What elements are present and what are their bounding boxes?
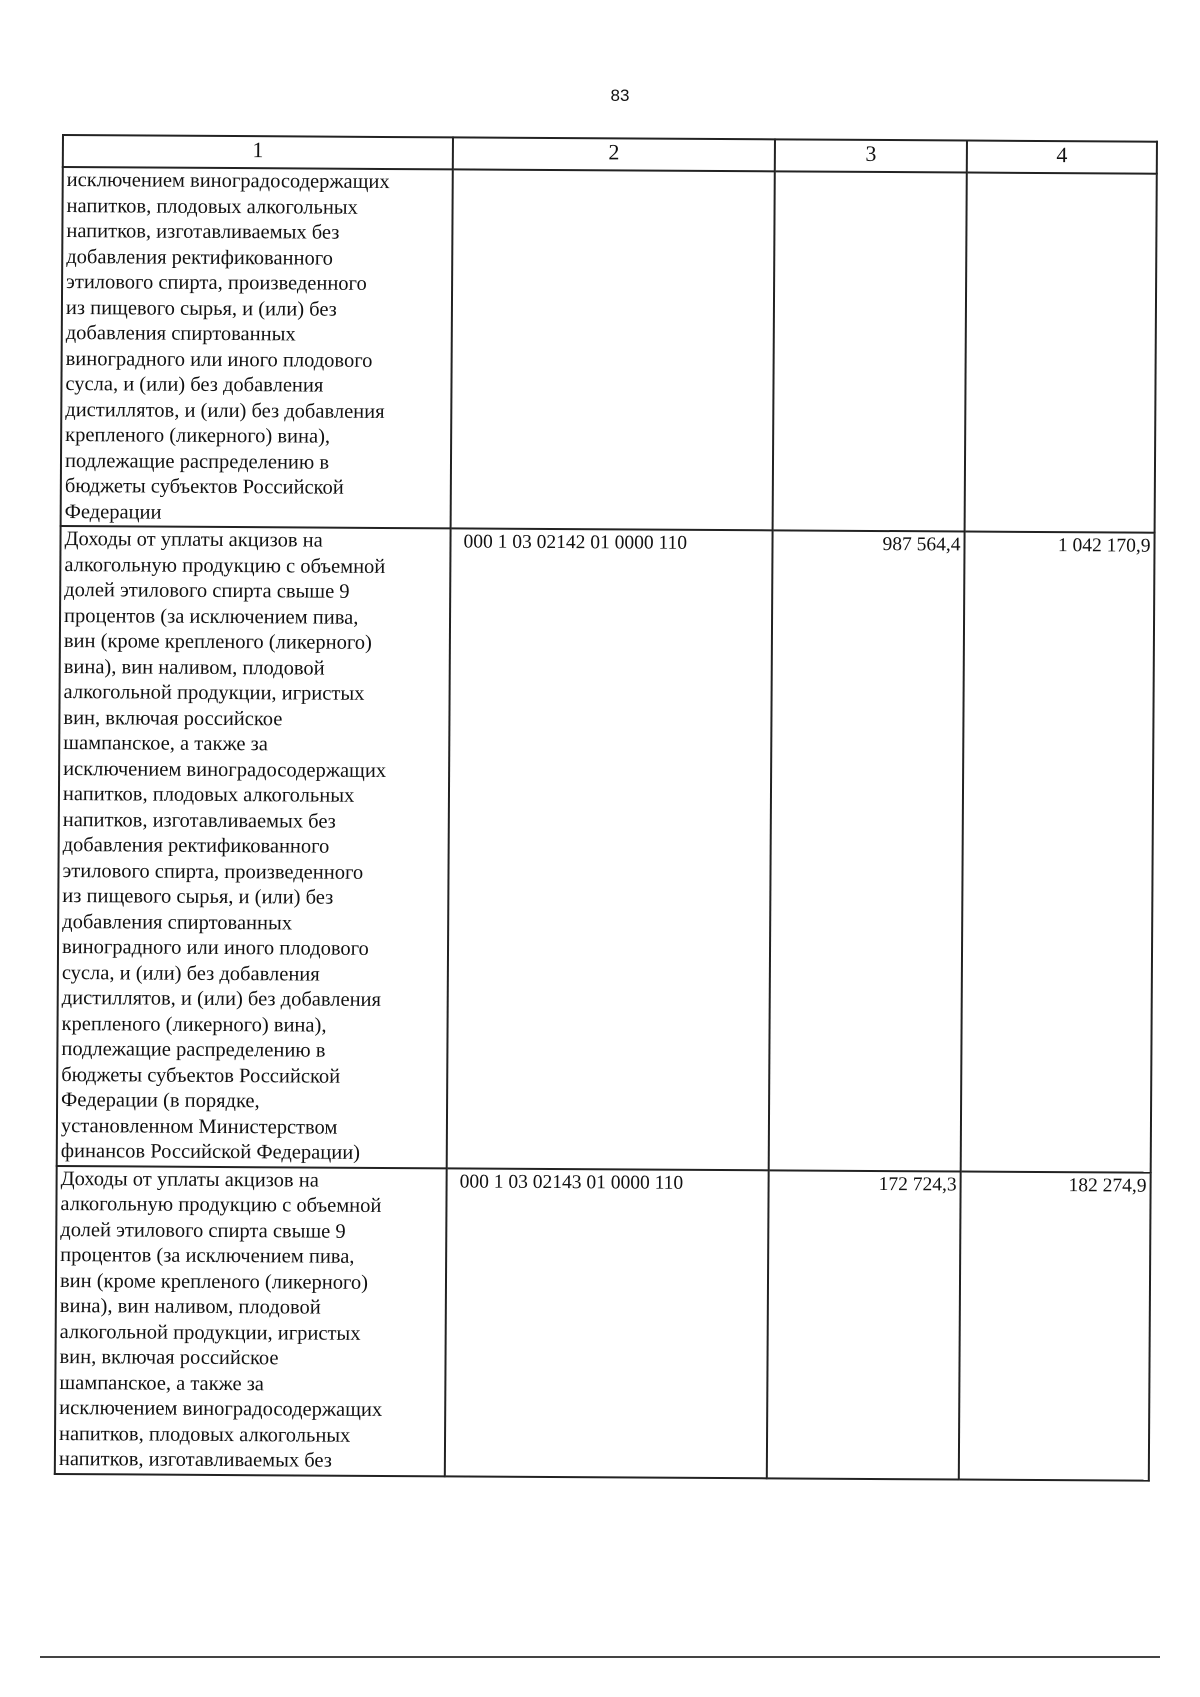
header-col-3: 3	[775, 139, 967, 172]
description-line: бюджеты субъектов Российской	[64, 475, 344, 499]
header-col-1: 1	[63, 135, 453, 169]
description-line: Доходы от уплаты акцизов на	[60, 1167, 319, 1192]
description-line: вин, включая российское	[59, 1346, 279, 1370]
row-amount-col3	[773, 171, 967, 531]
description-line: Федерации (в порядке,	[61, 1089, 260, 1113]
description-line: напитков, плодовых алкогольных	[62, 783, 355, 807]
description-line: установленном Министерством	[60, 1114, 338, 1139]
description-line: из пищевого сырья, и (или) без	[65, 296, 337, 321]
description-line: долей этилового спирта свыше 9	[64, 579, 350, 603]
description-line: исключением виноградосодержащих	[66, 169, 390, 194]
description-line: финансов Российской Федерации)	[60, 1140, 361, 1164]
description-line: подлежащие распределению в	[61, 1038, 326, 1062]
row-amount-col4: 182 274,9	[959, 1171, 1151, 1480]
description-line: процентов (за исключением пива,	[60, 1244, 355, 1268]
description-line: алкогольную продукцию с объемной	[60, 1193, 382, 1217]
row-description	[55, 1165, 447, 1475]
description-line: исключением виноградосодержащих	[59, 1397, 383, 1421]
table-row	[57, 526, 1155, 1172]
description-line: шампанское, а также за	[63, 732, 268, 756]
row-budget-code: 000 1 03 02143 01 0000 110	[445, 1168, 769, 1478]
row-amount-col4	[965, 173, 1157, 533]
description-line: дистиллятов, и (или) без добавления	[61, 987, 382, 1011]
description-line: виноградного или иного плодового	[61, 936, 369, 960]
description-line: этилового спирта, произведенного	[62, 859, 364, 884]
description-line: напитков, изготавливаемых без	[58, 1448, 332, 1472]
description-line: вин (кроме крепленого (ликерного)	[59, 1269, 369, 1294]
row-amount-col3: 987 564,4	[769, 530, 965, 1171]
description-line: подлежащие распределению в	[64, 449, 330, 474]
description-line: алкогольной продукции, игристых	[63, 681, 365, 705]
description-line: сусла, и (или) без добавления	[61, 961, 320, 986]
description-line: добавления спиртованных	[62, 910, 293, 934]
footer-rule	[40, 1656, 1160, 1658]
description-line: крепленого (ликерного) вина),	[61, 1012, 327, 1037]
description-line: добавления ректификованного	[66, 245, 334, 270]
header-col-4: 4	[967, 141, 1157, 174]
row-budget-code	[451, 169, 775, 530]
description-line: Федерации	[64, 500, 162, 524]
description-line: сусла, и (или) без добавления	[65, 373, 324, 397]
description-line: напитков, изготавливаемых без	[66, 220, 340, 244]
description-line: добавления ректификованного	[62, 834, 330, 858]
description-line: напитков, изготавливаемых без	[62, 808, 336, 833]
row-budget-code: 000 1 03 02142 01 0000 110	[447, 528, 773, 1169]
description-line: алкогольной продукции, игристых	[59, 1320, 361, 1345]
description-line: добавления спиртованных	[65, 322, 296, 346]
revenue-table	[54, 134, 1158, 1481]
description-line: этилового спирта, произведенного	[66, 271, 367, 295]
description-line: крепленого (ликерного) вина),	[65, 424, 331, 448]
row-amount-col3: 172 724,3	[767, 1170, 961, 1479]
table-row	[55, 1165, 1151, 1480]
page-number: 83	[610, 86, 630, 105]
description-line: вина), вин наливом, плодовой	[59, 1295, 321, 1319]
row-description	[57, 526, 451, 1168]
description-line: напитков, плодовых алкогольных	[66, 194, 358, 219]
description-line: бюджеты субъектов Российской	[61, 1063, 341, 1088]
row-amount-col4: 1 042 170,9	[961, 532, 1155, 1173]
table-row	[61, 167, 1157, 533]
description-line: процентов (за исключением пива,	[63, 604, 359, 629]
description-line: из пищевого сырья, и (или) без	[62, 885, 334, 909]
description-line: напитков, плодовых алкогольных	[58, 1422, 351, 1447]
description-line: вин, включая российское	[63, 706, 283, 730]
description-line: алкогольную продукцию с объемной	[64, 553, 386, 578]
description-line: Доходы от уплаты акцизов на	[64, 528, 323, 552]
row-description	[61, 167, 453, 528]
description-line: вина), вин наливом, плодовой	[63, 655, 325, 680]
header-col-2: 2	[453, 137, 775, 171]
description-line: виноградного или иного плодового	[65, 347, 373, 372]
description-line: вин (кроме крепленого (ликерного)	[63, 630, 372, 654]
description-line: исключением виноградосодержащих	[63, 757, 387, 782]
description-line: шампанское, а также за	[59, 1371, 265, 1395]
description-line: долей этилового спирта свыше 9	[60, 1218, 346, 1243]
description-line: дистиллятов, и (или) без добавления	[65, 398, 385, 423]
